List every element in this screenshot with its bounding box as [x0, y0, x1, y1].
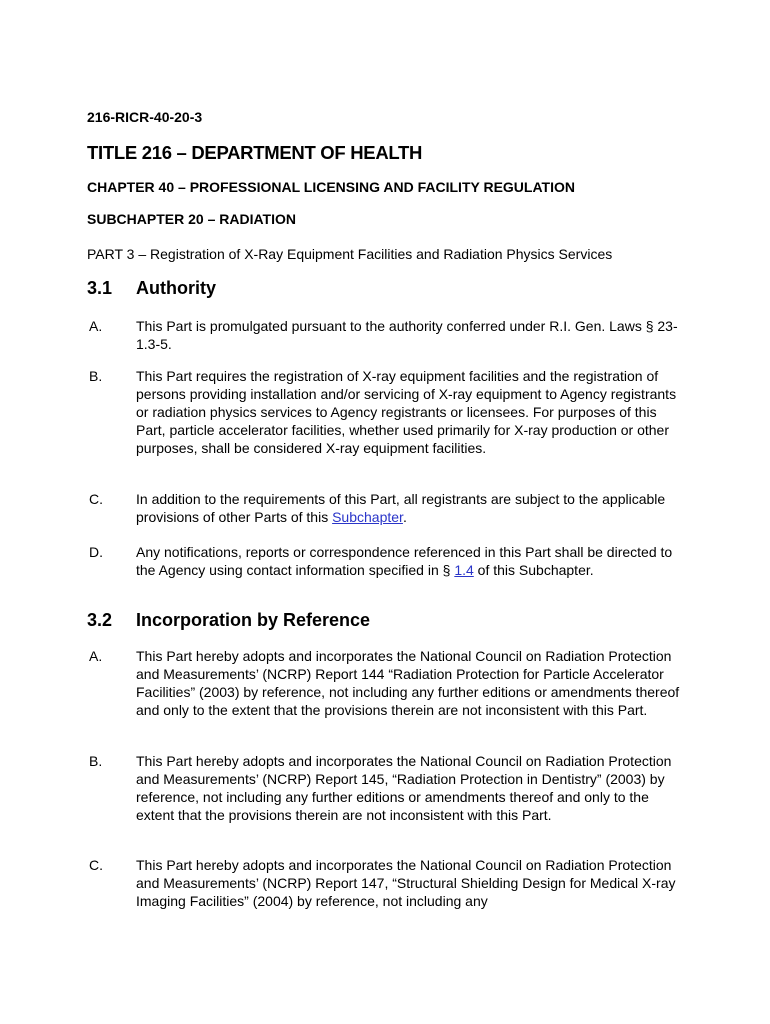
item-letter: A.: [89, 318, 103, 334]
item-text: This Part hereby adopts and incorporates the National Council on Radiation Protection and Measurements’ (NCRP) Report 144 “Radiation Protection for Particle Accelerator Facilities” (2003) by reference, not including any further editions or amendments thereof and only to the extent that the provisions therein are not inconsistent with this Part.: [136, 648, 680, 718]
item-letter: A.: [89, 648, 103, 664]
paragraph-item: [87, 490, 687, 526]
item-text: In addition to the requirements of this Part, all registrants are subject to the applicable provisions of other Parts of this Subchapter.: [136, 491, 666, 525]
paragraph-item: [87, 647, 687, 719]
section-number: 3.1: [87, 278, 113, 298]
section-heading-incorporation: [87, 610, 370, 631]
item-text: This Part hereby adopts and incorporates the National Council on Radiation Protection and Measurements’ (NCRP) Report 147, “Structural Shielding Design for Medical X-ray Imaging Facilities” (2004) by reference, not including any: [136, 857, 676, 909]
section-title: Authority: [136, 278, 216, 298]
document-title: TITLE 216 – DEPARTMENT OF HEALTH: [87, 142, 423, 163]
section-number: 3.2: [87, 610, 113, 630]
paragraph-item: [87, 317, 687, 353]
item-letter: C.: [89, 491, 103, 507]
paragraph-item: [87, 543, 687, 579]
item-text: This Part requires the registration of X-ray equipment facilities and the registration of persons providing installation and/or servicing of X-ray equipment to Agency registrants or radiation physics services to Agency registrants or licensees. For purposes of this Part, particle accelerator facilities, whether used primarily for X-ray production or other purposes, shall be considered X-ray equipment facilities.: [136, 368, 677, 456]
item-letter: D.: [89, 544, 103, 560]
section-1-4-link[interactable]: 1.4: [454, 562, 474, 578]
paragraph-item: [87, 367, 687, 457]
item-text: This Part is promulgated pursuant to the authority conferred under R.I. Gen. Laws § 23-1.3-5.: [136, 318, 678, 352]
subchapter-heading: SUBCHAPTER 20 – RADIATION: [87, 211, 296, 227]
subchapter-link[interactable]: Subchapter: [332, 509, 403, 525]
part-heading: PART 3 – Registration of X-Ray Equipment Facilities and Radiation Physics Services: [87, 246, 613, 262]
item-letter: C.: [89, 857, 103, 873]
section-title: Incorporation by Reference: [136, 610, 371, 630]
paragraph-item: [87, 856, 687, 910]
section-heading-authority: [87, 278, 216, 299]
paragraph-item: [87, 752, 687, 824]
item-text: Any notifications, reports or correspondence referenced in this Part shall be directed to the Agency using contact information specified in § 1.4 of this Subchapter.: [136, 544, 673, 578]
item-text: This Part hereby adopts and incorporates the National Council on Radiation Protection and Measurements’ (NCRP) Report 145, “Radiation Protection in Dentistry” (2003) by reference, not including any further editions or amendments thereof and only to the extent that the provisions therein are not inconsistent with this Part.: [136, 753, 672, 823]
document-id: 216-RICR-40-20-3: [87, 109, 203, 125]
item-letter: B.: [89, 368, 103, 384]
item-letter: B.: [89, 753, 103, 769]
chapter-heading: CHAPTER 40 – PROFESSIONAL LICENSING AND FACILITY REGULATION: [87, 179, 575, 195]
